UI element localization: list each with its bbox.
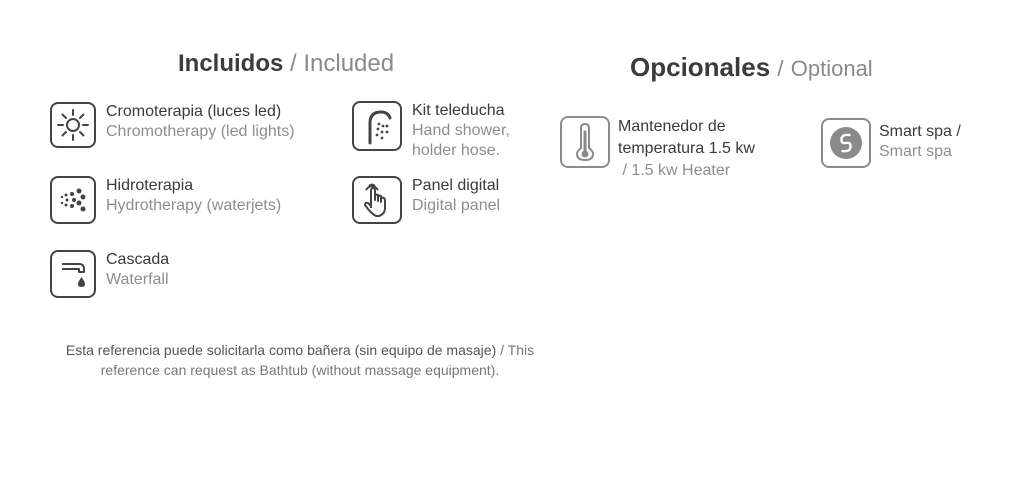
- feature-label-en: Hydrotherapy (waterjets): [106, 197, 282, 214]
- optional-separator: /: [777, 56, 784, 81]
- note-en: / This reference can request as Bathtub (without massage equipment).: [100, 342, 535, 378]
- feature-label-en: Waterfall: [106, 271, 169, 288]
- note-es: Esta referencia puede solicitarla como bañera (sin equipo de masaje): [65, 342, 497, 358]
- option-label-es: Smart spa /: [879, 123, 961, 140]
- feature-label-es: Kit teleducha: [412, 102, 505, 119]
- feature-hydrotherapy: [50, 176, 281, 224]
- feature-label-en: Digital panel: [412, 197, 501, 214]
- option-label-es-line1: Mantenedor de: [618, 118, 726, 135]
- feature-label-en-line1: Hand shower,: [412, 122, 510, 139]
- option-label-en: / 1.5 kw Heater: [618, 162, 731, 179]
- optional-title-en: Optional: [790, 56, 873, 81]
- thermometer-icon: [560, 116, 610, 168]
- feature-label-es: Panel digital: [412, 177, 500, 194]
- feature-label-es: Cromoterapia (luces led): [106, 103, 282, 120]
- water-jets-icon: [50, 176, 96, 224]
- option-label-es-line2: temperatura 1.5 kw: [618, 140, 755, 157]
- feature-label-es: Cascada: [106, 251, 170, 268]
- included-heading: [178, 50, 394, 78]
- smart-spa-icon: [821, 118, 871, 168]
- feature-hand-shower: [352, 101, 510, 161]
- feature-label-en-line2: holder hose.: [412, 142, 501, 159]
- feature-waterfall: [50, 250, 169, 298]
- shower-icon: [352, 101, 402, 151]
- included-title-es: Incluidos: [178, 50, 284, 77]
- optional-heading: [630, 52, 873, 83]
- included-title-en: Included: [303, 50, 395, 77]
- feature-label-es: Hidroterapia: [106, 177, 194, 194]
- sun-icon: [50, 102, 96, 148]
- feature-label-en: Chromotherapy (led lights): [106, 123, 295, 140]
- feature-digital-panel: [352, 176, 500, 224]
- touch-panel-icon: [352, 176, 402, 224]
- option-smart-spa: [821, 118, 961, 168]
- bathtub-note: [55, 340, 545, 380]
- faucet-icon: [50, 250, 96, 298]
- feature-chromotherapy: [50, 102, 295, 148]
- option-heater: [560, 116, 755, 182]
- option-label-en: Smart spa: [879, 143, 952, 160]
- included-separator: /: [290, 50, 297, 77]
- optional-title-es: Opcionales: [630, 52, 771, 82]
